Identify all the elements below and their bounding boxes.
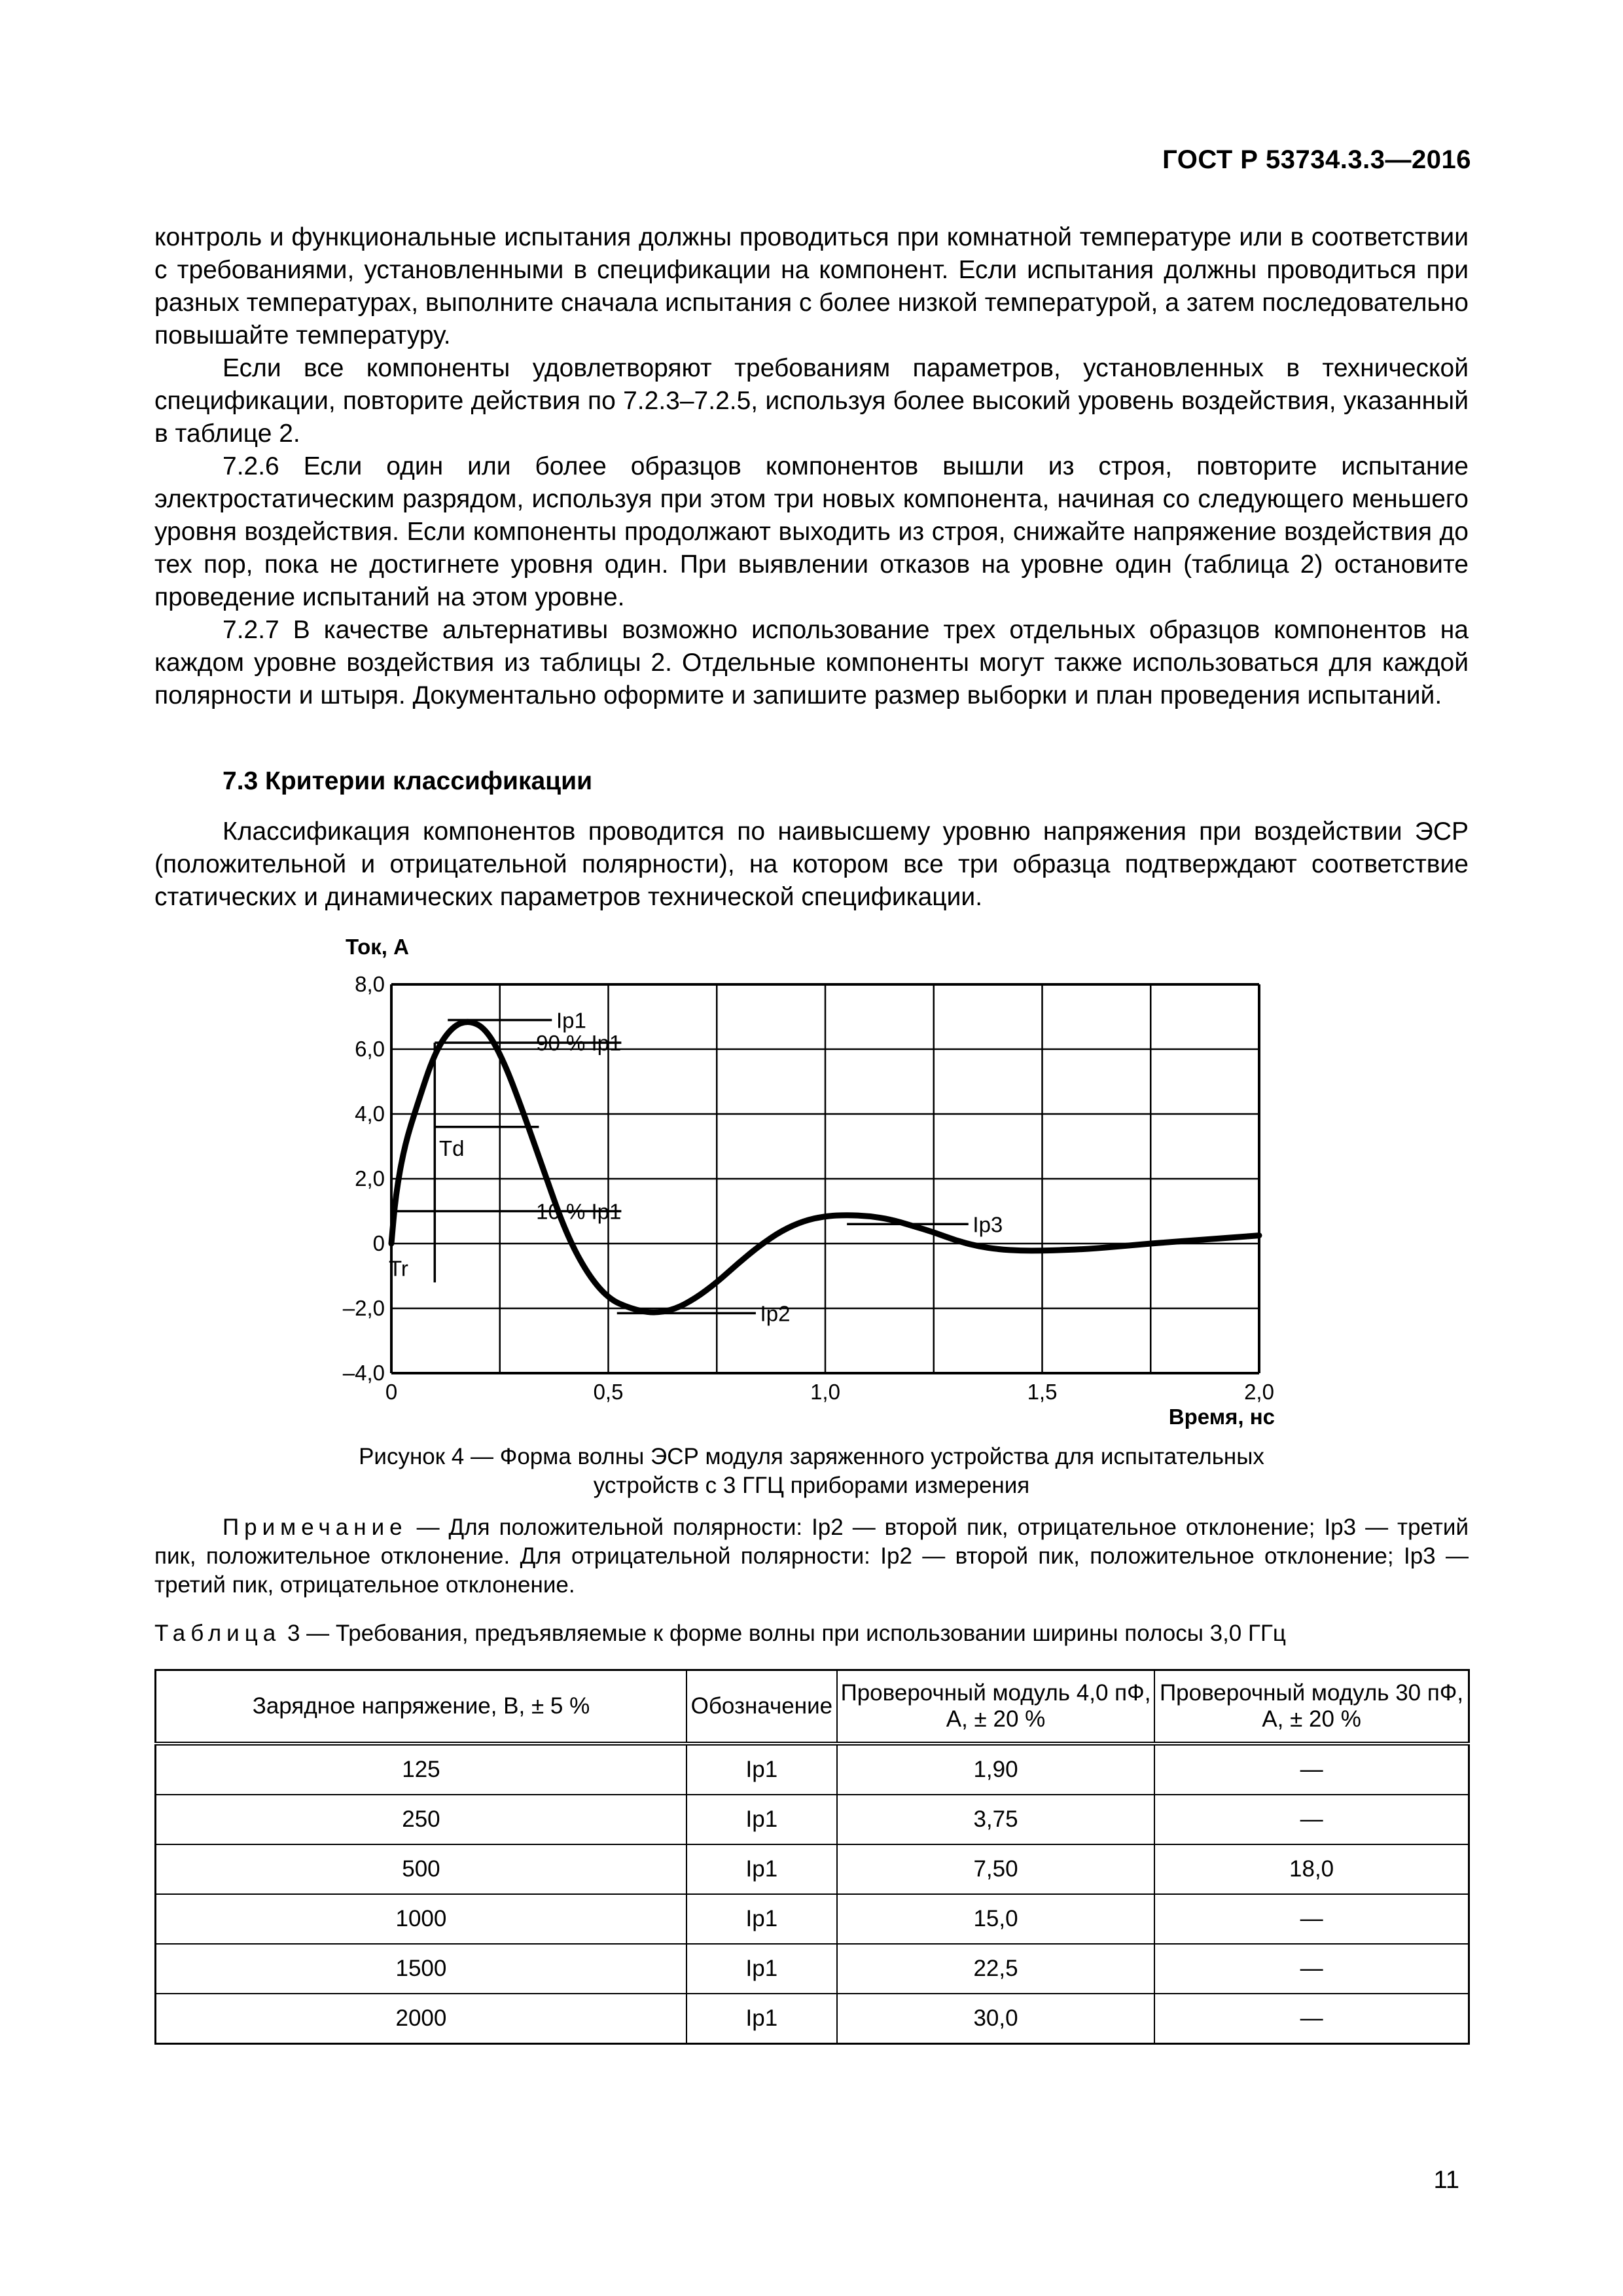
body-paragraphs — [154, 221, 1469, 712]
requirements-table — [154, 1669, 1470, 2045]
cell-4pf: 3,75 — [837, 1795, 1154, 1844]
paragraph: Классификация компонентов проводится по наивысшему уровню напряжения при воздействии ЭСР (положительной и отрицательной полярности), на котором все три образца подтверждают соответствие статических и динамических параметров технической спецификации. — [154, 817, 1469, 911]
header-module-4pf: Проверочный модуль 4,0 пФ, А, ± 20 % — [837, 1670, 1154, 1744]
table-row — [156, 1894, 1469, 1944]
cell-designation: Ip1 — [687, 1795, 837, 1844]
y-axis-label: Ток, А — [346, 937, 409, 959]
cell-designation: Ip1 — [687, 1744, 837, 1795]
paragraph: 7.2.6 Если один или более образцов компонентов вышли из строя, повторите испытание электростатическим разрядом, используя при этом три новых компонента, начиная со следующего меньшего уровня воздействия. Если компоненты продолжают выходить из строя, снижайте напряжение воздействия до тех пор, пока не достигнете уровня один. При выявлении отказов на уровне один (таблица 2) остановите проведение испытаний на этом уровне. — [154, 452, 1469, 611]
y-tick-label: 6,0 — [355, 1037, 385, 1061]
cell-4pf: 1,90 — [837, 1744, 1154, 1795]
cell-voltage: 2000 — [156, 1994, 687, 2044]
x-tick-label: 1,0 — [810, 1380, 840, 1404]
waveform-chart — [308, 937, 1302, 1435]
y-tick-label: 4,0 — [355, 1102, 385, 1126]
paragraph: 7.2.7 В качестве альтернативы возможно использование трех отдельных образцов компонентов на каждом уровне воздействия из таблицы 2. Отдельные компоненты могут также использоваться для каждой полярности и штыря. Документально оформите и запишите размер выборки и план проведения испытаний. — [154, 616, 1469, 709]
note-label: Примечание — [223, 1515, 408, 1540]
y-tick-label: –4,0 — [342, 1361, 385, 1385]
annotation-label: Ip1 — [556, 1008, 586, 1033]
cell-voltage: 125 — [156, 1744, 687, 1795]
note-text: — Для положительной полярности: Ip2 — второй пик, отрицательное отклонение; Ip3 — третий пик, положительное отклонение. Для отрицательной полярности: Ip2 — второй пик, положительное отклонение; Ip3 — третий пик, отрицательное отклонение. — [154, 1515, 1469, 1598]
annotation-label: Ip2 — [760, 1301, 791, 1326]
section-title: 7.3 Критерии классификации — [223, 767, 593, 795]
cell-designation: Ip1 — [687, 1844, 837, 1894]
page-number: 11 — [1433, 2166, 1459, 2194]
cell-voltage: 1500 — [156, 1944, 687, 1994]
cell-designation: Ip1 — [687, 1994, 837, 2044]
section-body — [154, 816, 1469, 914]
x-tick-label: 2,0 — [1244, 1380, 1274, 1404]
annotation-label: Tr — [389, 1256, 408, 1281]
table-label: Таблица — [154, 1621, 281, 1646]
table-row — [156, 1795, 1469, 1844]
cell-30pf: — — [1154, 1894, 1469, 1944]
cell-4pf: 7,50 — [837, 1844, 1154, 1894]
cell-4pf: 30,0 — [837, 1994, 1154, 2044]
cell-voltage: 1000 — [156, 1894, 687, 1944]
table-header-row — [156, 1670, 1469, 1744]
chart-tick-labels — [343, 972, 1274, 1404]
cell-designation: Ip1 — [687, 1894, 837, 1944]
header-charge-voltage: Зарядное напряжение, В, ± 5 % — [156, 1670, 687, 1744]
table-title-text: 3 — Требования, предъявляемые к форме волны при использовании ширины полосы 3,0 ГГц — [281, 1621, 1286, 1646]
paragraph: Если все компоненты удовлетворяют требованиям параметров, установленных в технической спецификации, повторите действия по 7.2.3–7.2.5, используя более высокий уровень воздействия, указанный в таблице 2. — [154, 354, 1469, 448]
cell-30pf: — — [1154, 1744, 1469, 1795]
cell-4pf: 15,0 — [837, 1894, 1154, 1944]
cell-voltage: 500 — [156, 1844, 687, 1894]
caption-line: устройств с 3 ГГЦ приборами измерения — [593, 1473, 1030, 1498]
figure-note — [154, 1513, 1469, 1600]
cell-30pf: — — [1154, 1944, 1469, 1994]
table-row — [156, 1944, 1469, 1994]
y-tick-label: 8,0 — [355, 972, 385, 996]
document-header: ГОСТ Р 53734.3.3—2016 — [1162, 145, 1471, 174]
cell-30pf: 18,0 — [1154, 1844, 1469, 1894]
y-tick-label: 0 — [372, 1231, 385, 1255]
cell-4pf: 22,5 — [837, 1944, 1154, 1994]
annotation-label: 10 % Ip1 — [536, 1199, 622, 1224]
cell-30pf: — — [1154, 1795, 1469, 1844]
annotation-label: Ip3 — [972, 1212, 1003, 1237]
chart-annotations — [389, 1008, 1003, 1325]
table-row — [156, 1744, 1469, 1795]
x-tick-label: 0,5 — [593, 1380, 624, 1404]
x-axis-label: Время, нс — [1168, 1405, 1275, 1429]
x-tick-label: 0 — [385, 1380, 398, 1404]
cell-designation: Ip1 — [687, 1944, 837, 1994]
y-tick-label: 2,0 — [355, 1166, 385, 1191]
table-title — [154, 1621, 1286, 1647]
header-module-30pf: Проверочный модуль 30 пФ, А, ± 20 % — [1154, 1670, 1469, 1744]
annotation-label: Td — [438, 1136, 465, 1160]
header-designation: Обозначение — [687, 1670, 837, 1744]
caption-line: Рисунок 4 — Форма волны ЭСР модуля заряженного устройства для испытательных — [359, 1444, 1264, 1469]
paragraph: контроль и функциональные испытания должны проводиться при комнатной температуре или в соответствии с требованиями, установленными в спецификации на компонент. Если испытания должны проводиться при разных температурах, выполните сначала испытания с более низкой температурой, а затем последовательно повышайте температуру. — [154, 223, 1469, 350]
annotation-label: 90 % Ip1 — [536, 1031, 622, 1056]
figure-caption — [154, 1443, 1469, 1500]
table-row — [156, 1844, 1469, 1894]
y-tick-label: –2,0 — [342, 1296, 385, 1320]
table-row — [156, 1994, 1469, 2044]
cell-voltage: 250 — [156, 1795, 687, 1844]
cell-30pf: — — [1154, 1994, 1469, 2044]
x-tick-label: 1,5 — [1027, 1380, 1058, 1404]
